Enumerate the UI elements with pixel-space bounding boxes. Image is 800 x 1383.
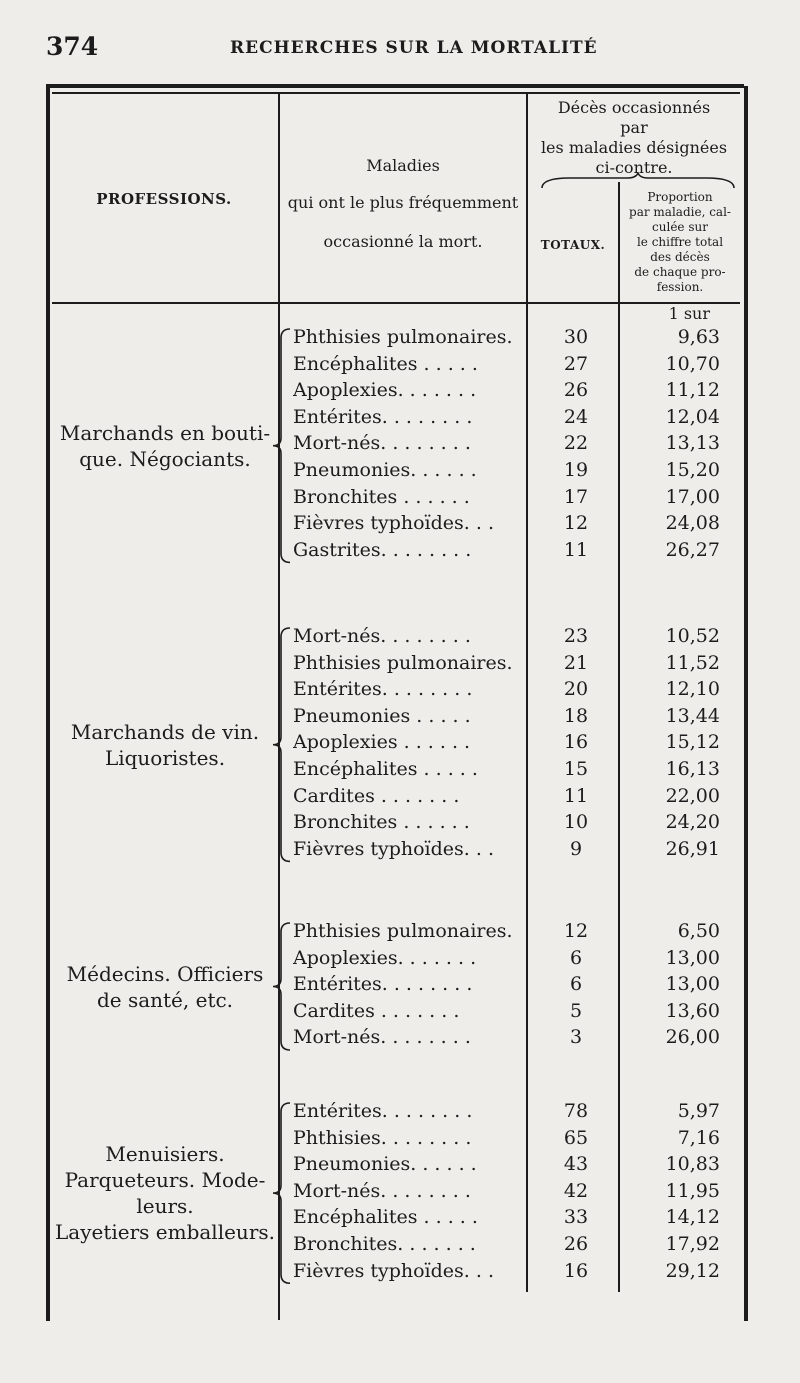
profession-label [52, 961, 278, 1013]
header-deces [528, 98, 740, 178]
death-ratio: 13,00 [665, 946, 720, 969]
header-maladies-1: Maladies [366, 156, 440, 175]
death-ratio: 10,83 [665, 1153, 720, 1176]
death-total: 9 [569, 837, 583, 860]
group-brace [270, 328, 292, 567]
disease-name: Entérites. . . . . . . . [293, 1100, 473, 1122]
profession-label [52, 1141, 278, 1245]
header-proportion [620, 190, 740, 295]
death-total: 11 [563, 538, 589, 561]
death-total: 3 [569, 1026, 583, 1049]
header-deces-2: par [620, 118, 648, 137]
disease-name: Phthisies pulmonaires. [293, 920, 513, 942]
death-ratio: 13,60 [665, 999, 720, 1022]
profession-label-line: Layetiers emballeurs. [54, 1220, 275, 1245]
header-deces-3: les maladies désignées [540, 138, 728, 157]
disease-name: Mort-nés. . . . . . . . [293, 1026, 471, 1049]
disease-name: Bronchites . . . . . . [293, 485, 470, 508]
death-total: 65 [563, 1126, 589, 1149]
disease-name: Pneumonies. . . . . . [293, 1153, 477, 1176]
death-ratio: 10,70 [665, 352, 720, 375]
death-total: 11 [563, 784, 589, 807]
death-ratio: 11,12 [665, 379, 720, 402]
disease-name: Fièvres typhoïdes. . . [293, 512, 494, 535]
group-brace [270, 1102, 292, 1288]
header-maladies-3: occasionné la mort. [323, 232, 483, 251]
profession-label-line: leurs. [136, 1194, 194, 1219]
death-total: 16 [563, 731, 589, 754]
death-total: 6 [569, 946, 583, 969]
death-ratio: 26,00 [665, 1026, 720, 1049]
death-ratio: 26,91 [665, 837, 720, 860]
death-ratio: 15,12 [665, 731, 720, 754]
death-total: 5 [569, 999, 583, 1022]
death-total: 22 [563, 432, 589, 455]
death-total: 26 [563, 379, 589, 402]
disease-name: Fièvres typhoïdes. . . [293, 837, 494, 860]
death-ratio: 6,50 [677, 920, 720, 942]
running-head [0, 30, 800, 70]
death-total: 33 [563, 1206, 589, 1229]
profession-label [52, 719, 278, 771]
disease-name: Bronchites . . . . . . [293, 811, 470, 834]
disease-name: Phthisies pulmonaires. [293, 326, 513, 348]
profession-label-line: Marchands de vin. [70, 719, 260, 744]
group-brace [270, 922, 292, 1055]
disease-name: Entérites. . . . . . . . [293, 973, 473, 996]
death-total: 42 [563, 1179, 589, 1202]
death-total: 20 [563, 678, 589, 701]
disease-name: Apoplexies . . . . . . [293, 731, 471, 754]
profession-label-line: Liquoristes. [104, 745, 226, 770]
death-ratio: 10,52 [665, 625, 720, 647]
header-professions: PROFESSIONS. [96, 190, 232, 208]
death-total: 27 [563, 352, 589, 375]
death-ratio: 9,63 [677, 326, 720, 348]
profession-label-line: Médecins. Officiers [66, 961, 264, 986]
header-deces-4: ci-contre. [595, 158, 673, 177]
death-total: 26 [563, 1233, 589, 1255]
death-ratio: 17,92 [665, 1233, 720, 1255]
death-ratio: 22,00 [665, 784, 720, 807]
running-title: RECHERCHES SUR LA MORTALITÉ [230, 38, 598, 58]
death-total: 23 [563, 625, 589, 647]
profession-label-line: que. Négociants. [79, 446, 251, 471]
death-total: 12 [563, 512, 589, 535]
header-proportion-6: de chaque pro- [634, 265, 726, 279]
profession-label-line: Menuisiers. [105, 1142, 225, 1167]
death-total: 21 [563, 651, 589, 674]
profession-label-line: Marchands en bouti- [59, 420, 271, 445]
death-total: 12 [563, 920, 589, 942]
disease-name: Cardites . . . . . . . [293, 784, 460, 807]
death-total: 18 [563, 704, 589, 727]
death-ratio: 11,52 [665, 651, 720, 674]
death-total: 17 [563, 485, 589, 508]
disease-name: Gastrites. . . . . . . . [293, 538, 472, 561]
header-totaux: TOTAUX. [540, 238, 606, 252]
death-total: 24 [563, 405, 589, 428]
header-proportion-2: par maladie, cal- [629, 205, 731, 219]
header-proportion-5: des décès [650, 250, 710, 264]
death-ratio: 15,20 [665, 459, 720, 481]
death-total: 30 [563, 326, 589, 348]
death-ratio: 17,00 [665, 485, 720, 508]
header-proportion-4: le chiffre total [636, 235, 724, 249]
header-deces-1: Décès occasionnés [557, 98, 711, 117]
death-total: 10 [563, 811, 589, 834]
disease-name: Encéphalites . . . . . [293, 1206, 478, 1229]
death-ratio: 24,20 [665, 811, 720, 834]
death-ratio: 7,16 [677, 1126, 720, 1149]
disease-name: Apoplexies. . . . . . . [293, 946, 477, 969]
header-proportion-1: Proportion [647, 190, 713, 204]
page-number: 374 [46, 32, 99, 61]
header-brace [540, 172, 736, 190]
disease-name: Mort-nés. . . . . . . . [293, 1179, 471, 1202]
death-total: 15 [563, 758, 589, 780]
disease-name: Apoplexies. . . . . . . [293, 379, 477, 402]
disease-name: Encéphalites . . . . . [293, 758, 478, 780]
death-ratio: 24,08 [665, 512, 720, 535]
death-ratio: 12,04 [665, 405, 720, 428]
disease-name: Mort-nés. . . . . . . . [293, 625, 471, 647]
header-proportion-7: fession. [656, 280, 704, 294]
profession-label-line: Parqueteurs. Mode- [64, 1168, 266, 1193]
death-total: 19 [563, 459, 589, 481]
header-maladies-2: qui ont le plus fréquemment [287, 193, 519, 212]
death-ratio: 14,12 [665, 1206, 720, 1229]
disease-name: Entérites. . . . . . . . [293, 678, 473, 701]
disease-name: Pneumonies . . . . . [293, 704, 471, 727]
death-total: 6 [569, 973, 583, 996]
death-ratio: 26,27 [665, 538, 720, 561]
disease-name: Cardites . . . . . . . [293, 999, 460, 1022]
disease-name: Mort-nés. . . . . . . . [293, 432, 471, 455]
disease-name: Fièvres typhoïdes. . . [293, 1259, 494, 1282]
disease-name: Entérites. . . . . . . . [293, 405, 473, 428]
death-ratio: 12,10 [665, 678, 720, 701]
death-total: 43 [563, 1153, 589, 1176]
death-total: 16 [563, 1259, 589, 1282]
death-ratio: 13,00 [665, 973, 720, 996]
death-ratio: 29,12 [665, 1259, 720, 1282]
death-ratio: 5,97 [677, 1100, 720, 1122]
death-ratio: 13,44 [665, 704, 720, 727]
header-proportion-3: culée sur [652, 220, 708, 234]
ratio-unit: 1 sur [668, 304, 710, 323]
disease-name: Pneumonies. . . . . . [293, 459, 477, 481]
death-ratio: 16,13 [665, 758, 720, 780]
death-ratio: 13,13 [665, 432, 720, 455]
disease-name: Phthisies. . . . . . . . [293, 1126, 472, 1149]
disease-name: Phthisies pulmonaires. [293, 651, 513, 674]
disease-name: Bronchites. . . . . . . [293, 1233, 476, 1255]
death-total: 78 [563, 1100, 589, 1122]
profession-label [52, 420, 278, 472]
group-brace [270, 627, 292, 866]
profession-label-line: de santé, etc. [96, 987, 234, 1012]
disease-name: Encéphalites . . . . . [293, 352, 478, 375]
death-ratio: 11,95 [665, 1179, 720, 1202]
